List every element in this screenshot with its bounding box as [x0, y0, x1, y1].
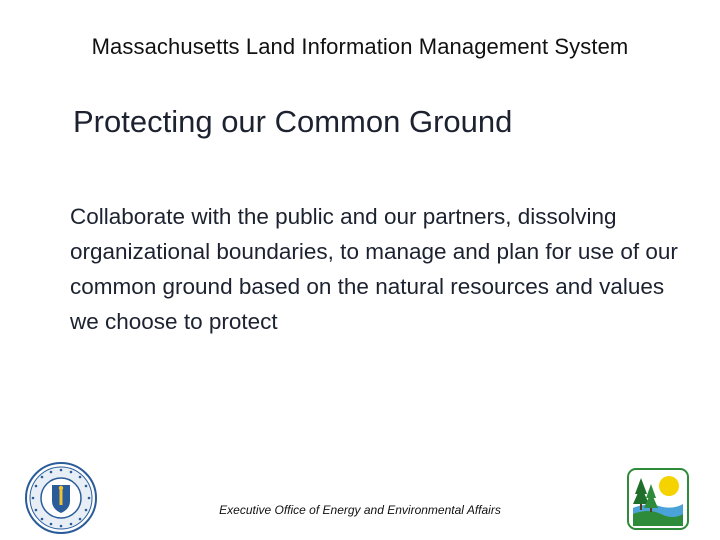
state-seal-icon	[24, 461, 98, 535]
landscape-logo-icon	[627, 468, 689, 530]
body-paragraph: Collaborate with the public and our partners, dissolving organizational boundaries, to manage and plan for use of our common ground based on the natural resources and values we choose to protect	[70, 204, 678, 334]
agency-name: Executive Office of Energy and Environmental Affairs	[219, 503, 501, 517]
slide-subtitle: Protecting our Common Ground	[73, 104, 513, 139]
page-title: Massachusetts Land Information Management System	[91, 34, 629, 59]
